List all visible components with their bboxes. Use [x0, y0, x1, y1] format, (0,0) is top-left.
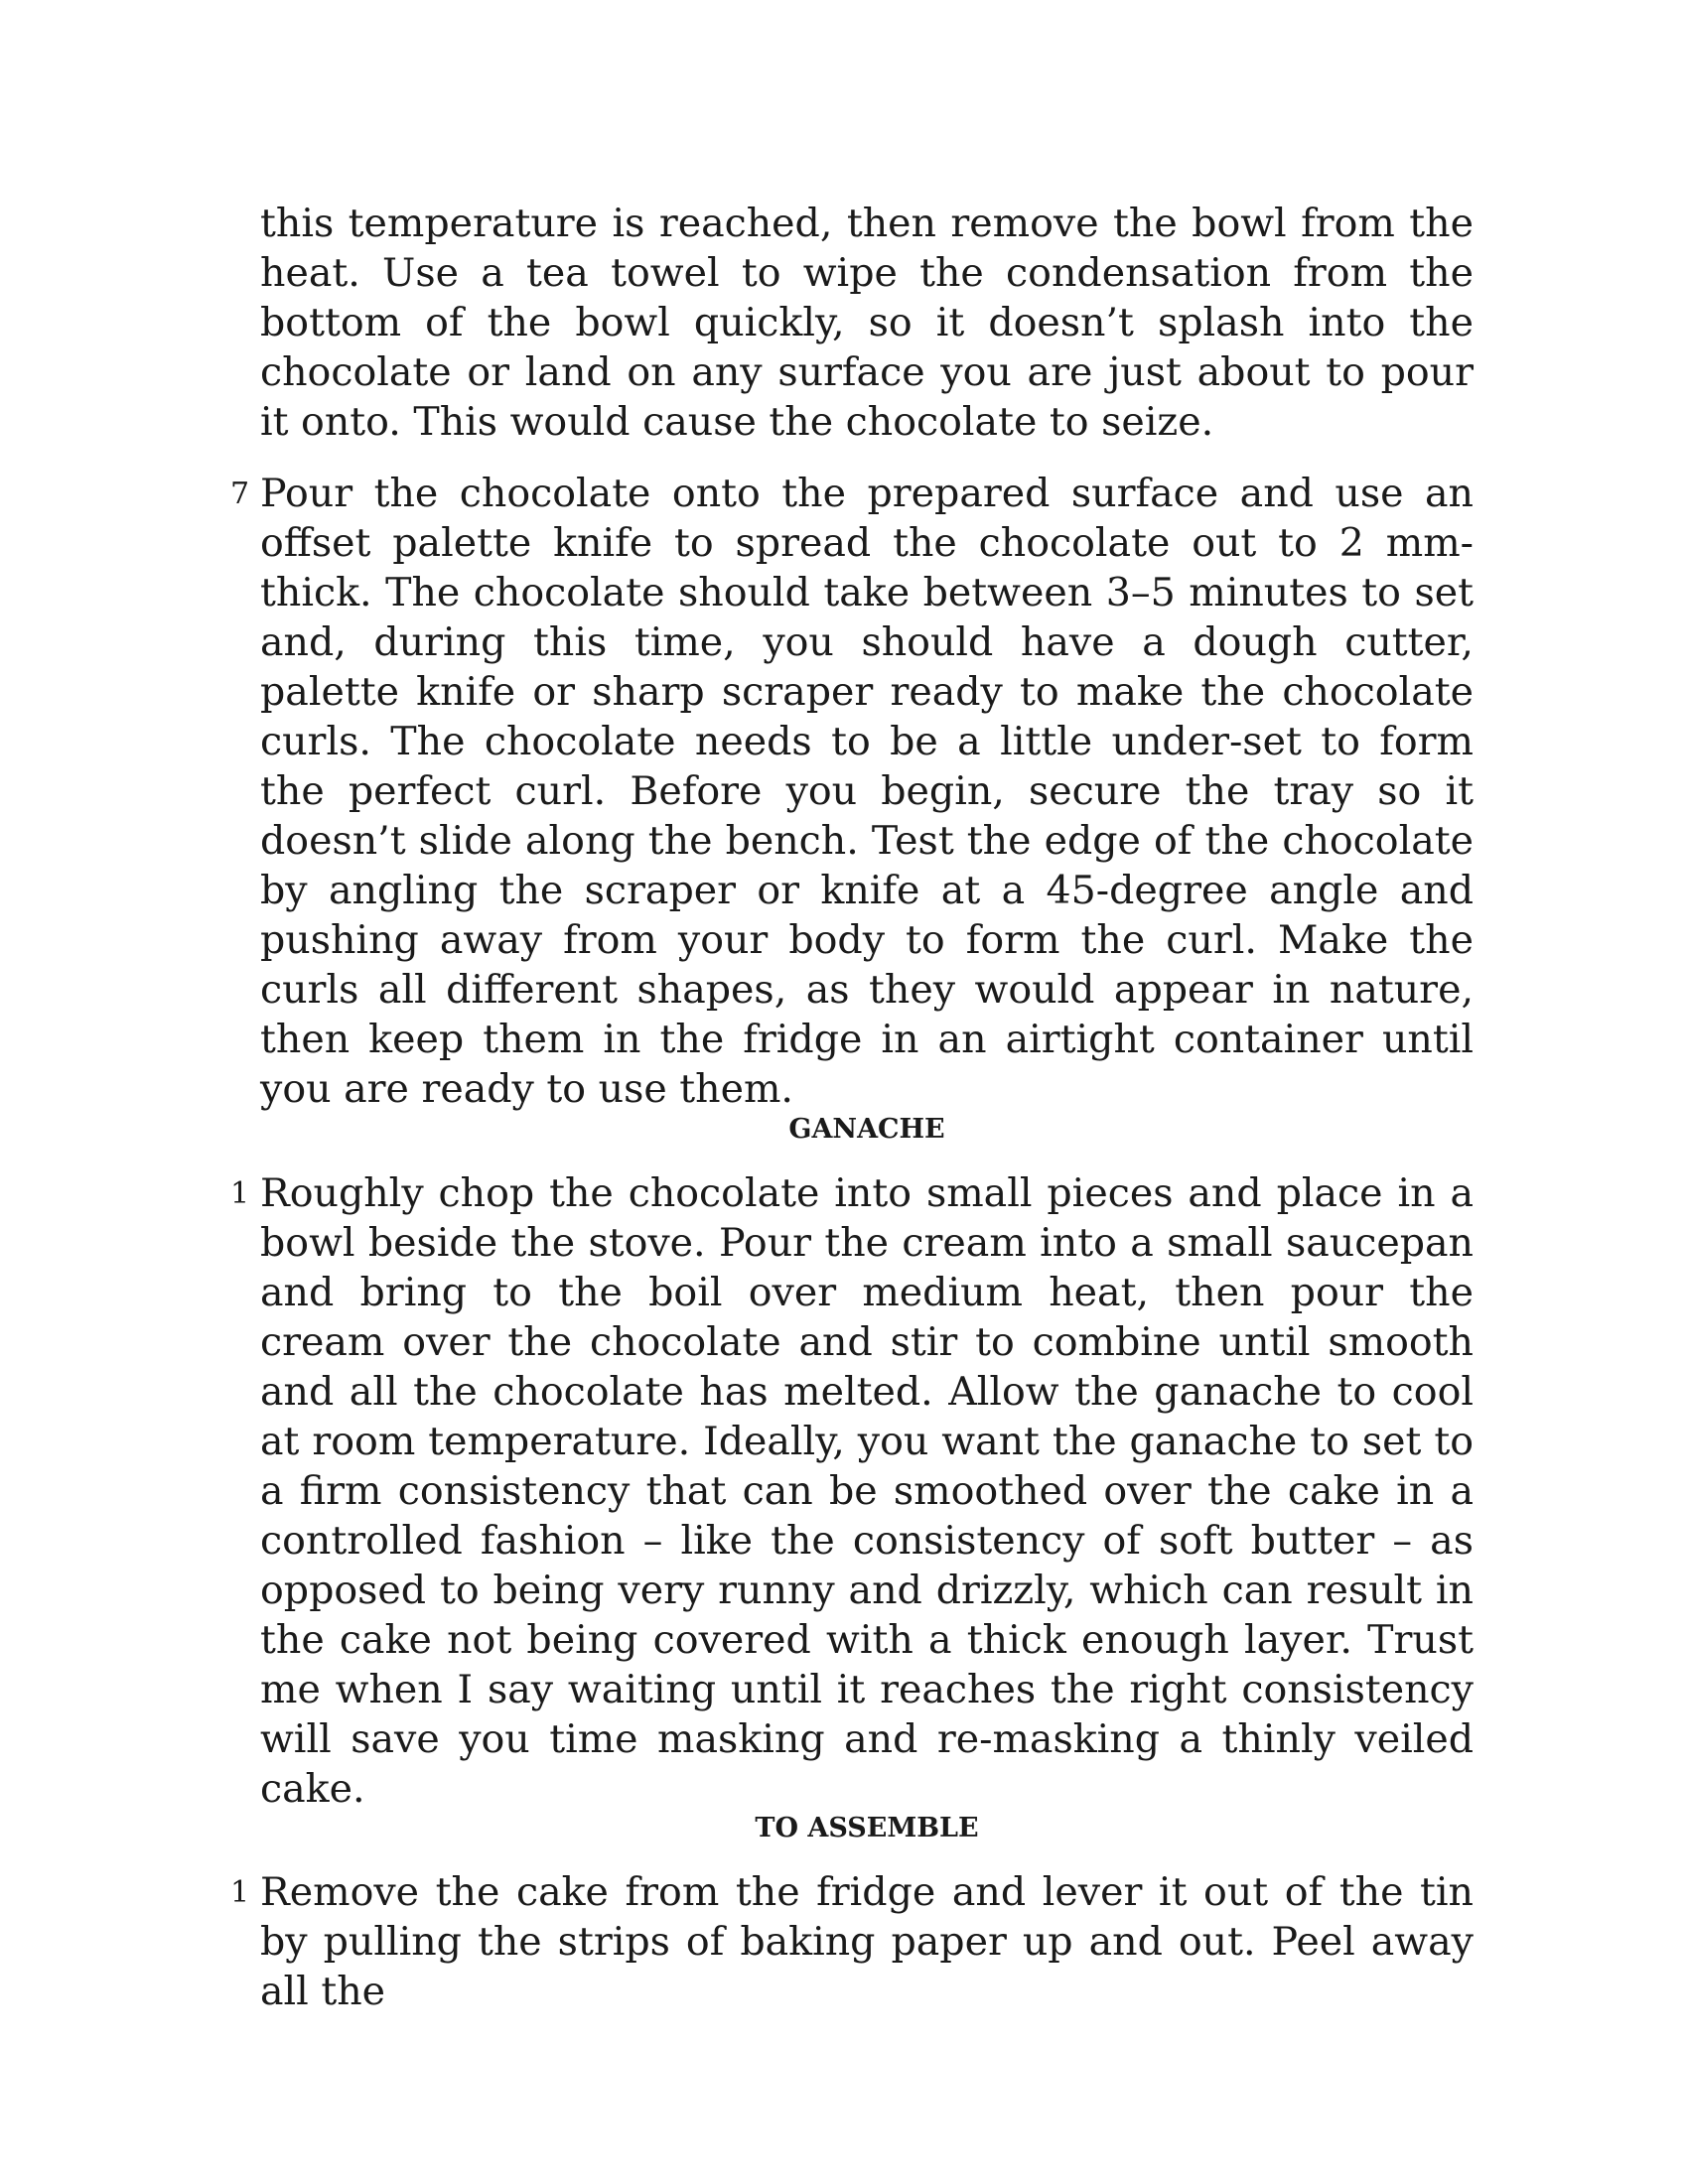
ganache-step-1	[230, 1168, 1474, 1814]
step-7	[230, 469, 1474, 1114]
step-number: 1	[230, 1875, 250, 1910]
step-text: Remove the cake from the fridge and lever it out of the tin by pulling the strips of baking paper up and out. Peel away all the	[260, 1869, 1474, 2014]
step-number: 1	[230, 1176, 250, 1211]
section-heading-ganache: GANACHE	[788, 1114, 945, 1145]
step-text: Pour the chocolate onto the prepared surface and use an offset palette knife to spread the chocolate out to 2 mm-thick. The chocolate should take between 3–5 minutes to set and, during this time, you should have a dough cutter, palette knife or sharp scraper ready to make the chocolate curls. The chocolate needs to be a little under-set to form the perfect curl. Before you begin, secure the tray so it doesn’t slide along the bench. Test the edge of the chocolate by angling the scraper or knife at a 45-degree angle and pushing away from your body to form the curl. Make the curls all different shapes, as they would appear in nature, then keep them in the fridge in an airtight container until you are ready to use them.	[260, 471, 1474, 1112]
step-number: 7	[230, 477, 250, 511]
continuation-paragraph	[260, 199, 1474, 447]
continuation-text: this temperature is reached, then remove the bowl from the heat. Use a tea towel to wipe the condensation from the bottom of the bowl quickly, so it doesn’t splash into the chocolate or land on any surface you are just about to pour it onto. This would cause the chocolate to seize.	[260, 201, 1474, 445]
assemble-step-1	[230, 1867, 1474, 2016]
step-text: Roughly chop the chocolate into small pieces and place in a bowl beside the stove. Pour the cream into a small saucepan and bring to the boil over medium heat, then pour the cream over the chocolate and stir to combine until smooth and all the chocolate has melted. Allow the ganache to cool at room temperature. Ideally, you want the ganache to set to a firm consistency that can be smoothed over the cake in a controlled fashion – like the consistency of soft butter – as opposed to being very runny and drizzly, which can result in the cake not being covered with a thick enough layer. Trust me when I say waiting until it reaches the right consistency will save you time masking and re-masking a thinly veiled cake.	[260, 1170, 1474, 1812]
section-heading-assemble: TO ASSEMBLE	[755, 1813, 979, 1843]
